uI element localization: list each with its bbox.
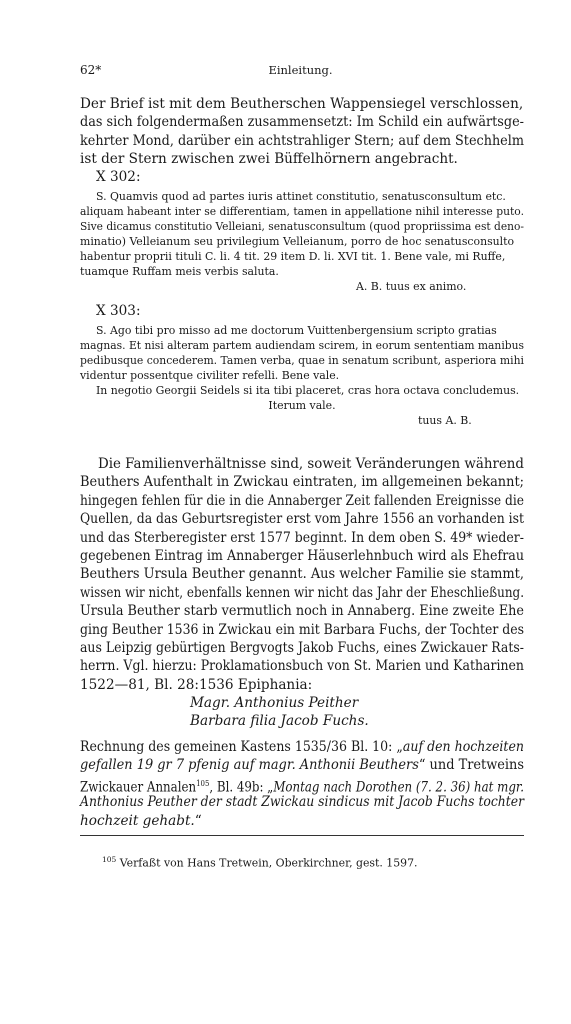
text-line: habentur proprii tituli C. li. 4 tit. 29 item D. li. XVI tit. 1. Bene vale, mi Ruffe, (80, 250, 506, 263)
footnote-ref[interactable]: 105 (196, 778, 210, 788)
text-line (80, 756, 524, 774)
paragraph-accounts (80, 738, 524, 830)
text-run: “ (194, 812, 202, 829)
italic-run: auf den hochzeiten (402, 739, 524, 755)
footnote (102, 852, 546, 870)
letter-x302 (80, 189, 524, 294)
footnote-line (102, 852, 546, 870)
text-line: 1522—81, Bl. 28:1536 Epiphania: (80, 676, 313, 693)
footnote-text: Verfaßt von Hans Tretwein, Oberkirchner, gest. 1597. (116, 856, 418, 870)
text-line: S. Quamvis quod ad partes iuris attinet constitutio, senatusconsultum etc. (96, 190, 506, 203)
text-line: Beuthers Aufenthalt in Zwickau eintraten, im allgemeinen bekannt; (80, 474, 524, 491)
text-line: In negotio Georgii Seidels si ita tibi placeret, cras hora octava concludemus. (96, 384, 520, 397)
paragraph-family (80, 455, 524, 694)
quote-line: Magr. Anthonius Peither (190, 695, 359, 711)
italic-run: hochzeit gehabt. (80, 812, 195, 829)
text-line: Sive dicamus constitutio Velleiani, senatusconsultum (quod propriissima est deno- (80, 220, 524, 233)
text-line (80, 775, 524, 796)
text-line: kehrter Mond, darüber ein achtstrahliger Stern; auf dem Stechhelm (80, 132, 524, 149)
text-line: Ursula Beuther starb vermutlich noch in Annaberg. Eine zweite Ehe (80, 603, 524, 620)
quote-line: Barbara filia Jacob Fuchs. (190, 713, 369, 730)
text-line: gegebenen Eintrag im Annaberger Häuserlehnbuch wird als Ehefrau (80, 547, 524, 564)
letter-iterum: Iterum vale. (268, 399, 336, 412)
text-line (80, 738, 524, 756)
letter-label-x303 (96, 302, 540, 320)
text-line (80, 812, 524, 830)
text-run: “ und Tretweins (418, 757, 524, 774)
text-line: Anthonius Peuther der stadt Zwickau sindicus mit Jacob Fuchs tochter (80, 794, 524, 811)
text-line: tuamque Ruffam meis verbis saluta. (80, 265, 279, 278)
text-line: Quellen, da das Geburtsregister erst vom Jahre 1556 an vorhanden ist (80, 511, 524, 528)
running-header (80, 63, 521, 79)
text-line: wissen wir nicht, ebenfalls kennen wir nicht das Jahr der Eheschließung. (80, 584, 524, 601)
italic-run: gefallen 19 gr 7 pfenig auf magr. Anthonii Beuthers (80, 757, 419, 774)
text-line: aus Leipzig gebürtigen Bergvogts Jakob Fuchs, eines Zwickauer Rats- (80, 639, 524, 656)
quote-block (190, 694, 510, 731)
running-title: Einleitung. (268, 63, 333, 77)
text-line: und das Sterberegister erst 1577 beginnt. In dem oben S. 49* wieder- (80, 529, 524, 546)
text-line: Beuthers Ursula Beuther genannt. Aus welcher Familie sie stammt, (80, 566, 524, 583)
text-line: ging Beuther 1536 in Zwickau ein mit Barbara Fuchs, der Tochter des (80, 621, 524, 638)
text-line: magnas. Et nisi alteram partem audiendam scirem, in eorum sententiam manibus (80, 339, 524, 352)
text-line: ist der Stern zwischen zwei Büffelhörnern angebracht. (80, 151, 458, 168)
text-run: Rechnung des gemeinen Kastens 1535/36 Bl. 10: „ (80, 739, 403, 755)
text-line: minatio) Velleianum seu privilegium Velleianum, porro de hoc senatusconsulto (80, 235, 515, 248)
text-line: hingegen fehlen für die in die Annaberger Zeit fallenden Ereignisse die (80, 492, 524, 509)
text-run: , Bl. 49b: „ (209, 779, 274, 796)
text-line: Der Brief ist mit dem Beutherschen Wappensiegel verschlossen, (80, 96, 524, 112)
letter-closing: A. B. tuus ex animo. (356, 280, 467, 293)
text-line: videntur possentque civiliter refelli. Bene vale. (80, 369, 340, 382)
text-line: das sich folgendermaßen zusammensetzt: Im Schild ein aufwärtsge- (80, 114, 524, 131)
text-line: Die Familienverhältnisse sind, soweit Veränderungen während (98, 456, 524, 472)
paragraph-seal (80, 95, 524, 169)
letter-x303 (80, 323, 524, 428)
letter-label-x302 (96, 168, 540, 186)
footnote-number: 105 (102, 855, 117, 864)
text-line: aliquam habeant inter se differentiam, tamen in appellatione nihil interesse puto. (80, 205, 524, 218)
footnote-divider (80, 835, 524, 836)
text-line: S. Ago tibi pro misso ad me doctorum Vuittenbergensium scripto gratias (96, 324, 497, 337)
text-line: herrn. Vgl. hierzu: Proklamationsbuch von St. Marien und Katharinen (80, 658, 524, 675)
letter-label: X 302: (96, 169, 141, 185)
italic-run: Montag nach Dorothen (7. 2. 36) hat mgr. (273, 779, 524, 796)
letter-label: X 303: (96, 303, 141, 319)
letter-closing: tuus A. B. (418, 414, 472, 427)
text-line: pedibusque concederem. Tamen verba, quae in senatum scribunt, asperiora mihi (80, 354, 524, 367)
page-number: 62* (80, 63, 102, 77)
text-run: Zwickauer Annalen (80, 779, 197, 796)
